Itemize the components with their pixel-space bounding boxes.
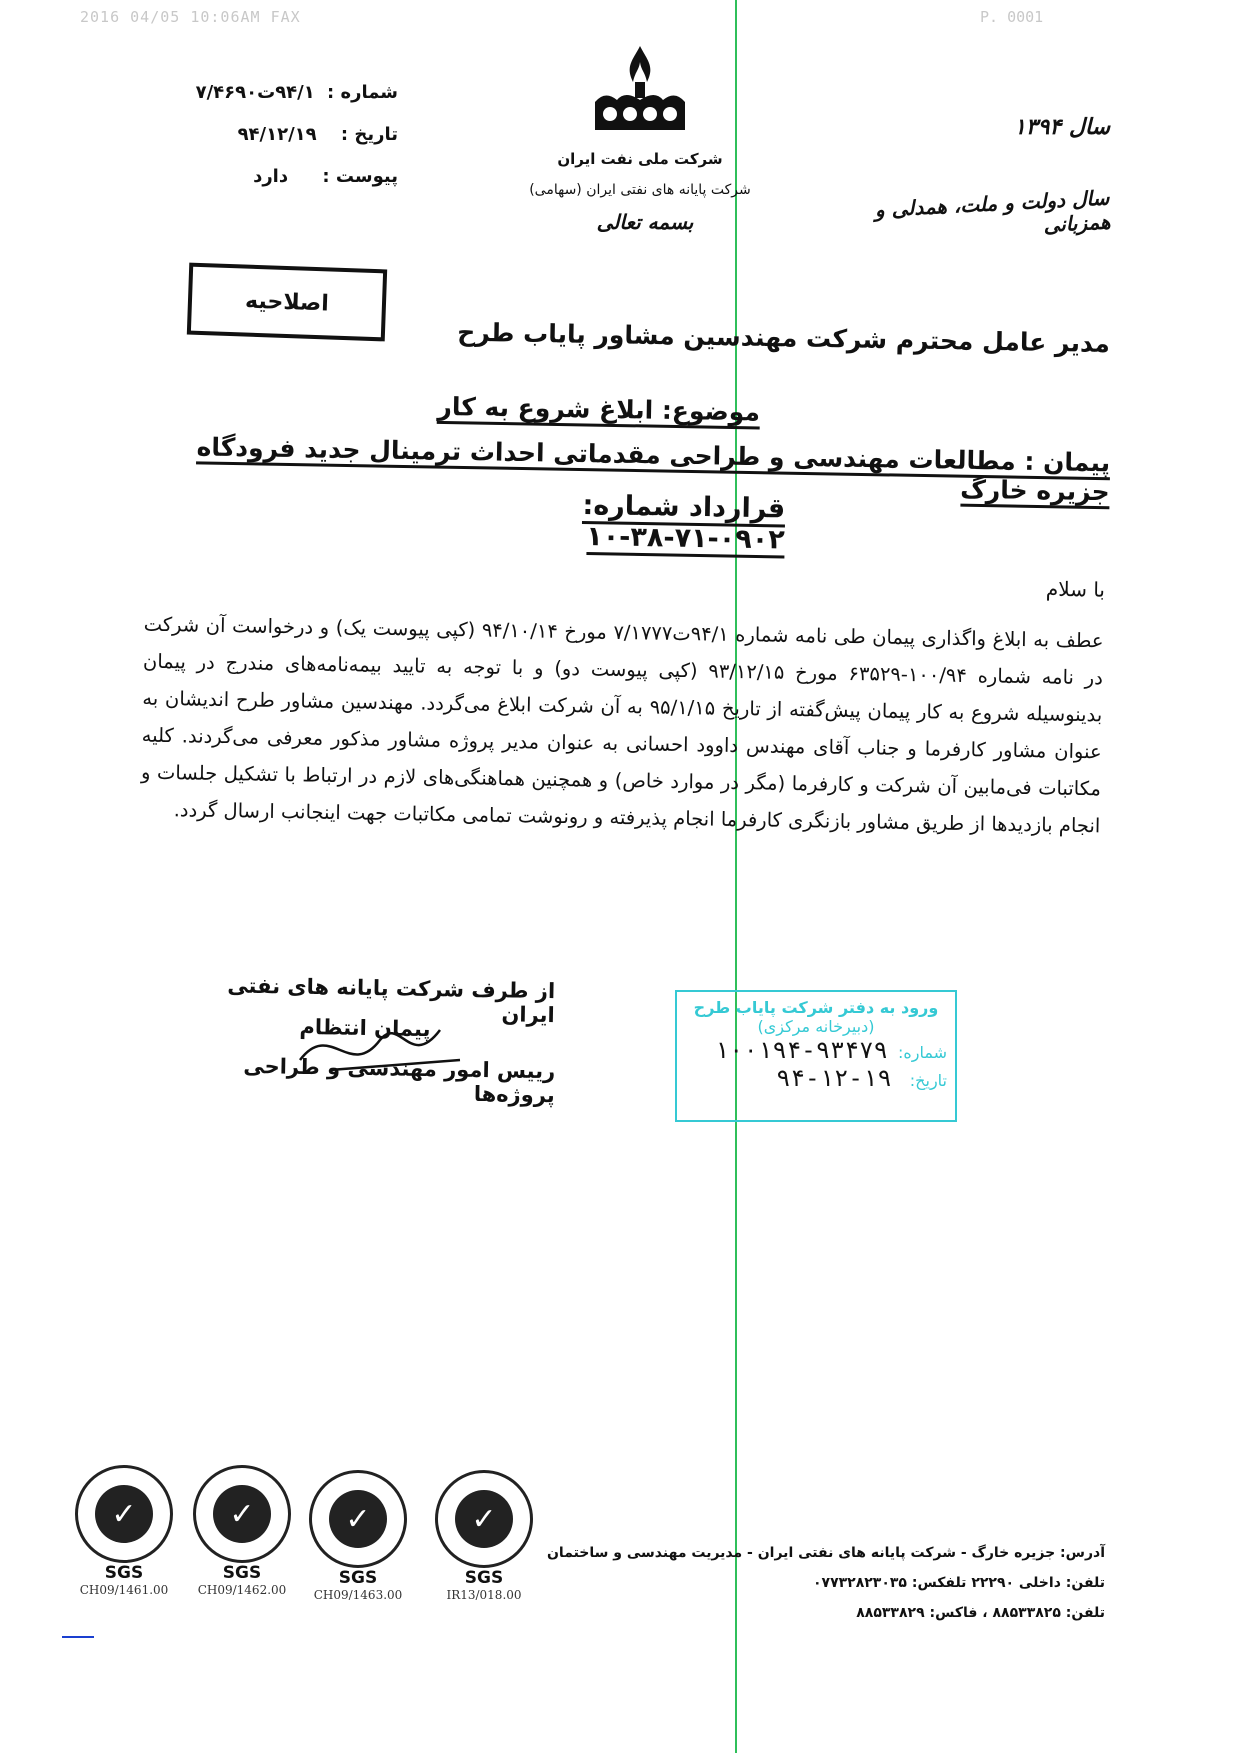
letter-number-value: ۹۴/۱ت۷/۴۶۹۰ [195, 82, 315, 103]
letter-number-label: شماره : [327, 82, 398, 103]
certificate-2 [190, 1465, 294, 1597]
certificate-3 [306, 1470, 410, 1602]
company-name-primary: شرکت ملی نفت ایران [557, 150, 723, 168]
contract-number-line [384, 487, 785, 556]
letter-attachment-row [228, 166, 398, 187]
company-name-secondary: شرکت پایانه های نفتی ایران (سهامی) [529, 182, 751, 198]
subject-line [360, 391, 760, 427]
letter-date-row [198, 124, 398, 145]
scan-line [735, 0, 737, 1753]
stamp-title: ورود به دفتر شرکت پایاب طرح [693, 998, 939, 1017]
bismillah-text: بسمه تعالی [596, 210, 694, 234]
certificate-4 [432, 1470, 536, 1602]
certificate-seal-icon: ✓ [193, 1465, 291, 1563]
greeting: با سلام [1045, 576, 1106, 602]
subject-text: موضوع: ابلاغ شروع به کار [437, 392, 760, 430]
letter-attachment-value: دارد [253, 166, 289, 187]
certificate-code: CH09/1462.00 [197, 1583, 287, 1597]
stamp-number-value: ۱۰۰۱۹۴-۹۳۴۷۹ [714, 1036, 888, 1064]
stamp-date-row [677, 1064, 955, 1092]
letter-attachment-label: پیوست : [322, 166, 398, 187]
stamp-number-label: شماره: [897, 1043, 947, 1062]
stamp-subtitle: (دبیرخانه مرکزی) [757, 1017, 875, 1036]
contract-number-text: قرارداد شماره: ۰۹۰۲-۷۱-۳۸-۱۰ [582, 490, 785, 559]
fax-page-number: P. 0001 [980, 8, 1044, 26]
footer-address-line-1: آدرس: جزیره خارگ - شرکت پایانه های نفتی ایران - مدیریت مهندسی و ساختمان [546, 1545, 1105, 1561]
certificate-mark: SGS [104, 1563, 144, 1583]
contract-title-text: پیمان : مطالعات مهندسی و طراحی مقدماتی احداث ترمینال جدید فرودگاه جزیره خارگ [196, 432, 1110, 509]
handwritten-signature-icon [290, 1000, 470, 1090]
footer-address-line-3: تلفن: ۸۸۵۳۳۸۲۵ ، فاکس: ۸۸۵۳۳۸۲۹ [856, 1605, 1105, 1621]
certificate-mark: SGS [222, 1563, 262, 1583]
body-paragraph: عطف به ابلاغ واگذاری پیمان طی نامه شماره ۹۴/۱ت۷/۱۷۷۷ مورخ ۹۴/۱۰/۱۴ (کپی پیوست یک) و درخواست آن شرکت در نامه شماره ۱۰۰/۹۴-۶۳۵۲۹ مورخ ۹۳/۱۲/۱۵ (کپی پیوست دو) و با توجه به تایید بیمه‌نامه‌های مندرج در پیمان بدینوسیله شروع به کار پیمان پیش‌گفته از تاریخ ۹۵/۱/۱۵ به آن شرکت ابلاغ می‌گردد. مهندسین مشاور طرح اندیشان به عنوان مشاور کارفرما و جناب آقای مهندس داوود احسانی به عنوان مدیر پروژه مشاور مذکور معرفی می‌گردند. کلیه مکاتبات فی‌مابین آن شرکت و کارفرما (مگر در موارد خاص) و همچنین هماهنگی‌های لازم در ارتباط با تشکیل جلسات و انجام بازدیدها از طریق مشاور بازنگری کارفرما انجام پذیرفته و رونوشت تمامی مکاتبات جهت اینجانب ارسال گردد. [140, 612, 1104, 838]
correction-box: اصلاحیه [187, 263, 387, 342]
signature-line-3: رییس امور مهندسی و طراحی پروژه‌ها [243, 1053, 556, 1108]
receipt-stamp [675, 990, 957, 1122]
certificate-seal-icon: ✓ [435, 1470, 533, 1568]
certificate-mark: SGS [338, 1568, 378, 1588]
margin-mark [62, 1636, 94, 1638]
certificate-code: CH09/1461.00 [79, 1583, 169, 1597]
certificate-1 [72, 1465, 176, 1597]
letter-date-value: ۹۴/۱۲/۱۹ [237, 124, 317, 145]
fax-header: 2016 04/05 10:06AM FAX [80, 8, 301, 26]
nioc-logo-icon [585, 42, 695, 142]
addressee-line: مدیر عامل محترم شرکت مهندسین مشاور پایاب طرح [457, 317, 1111, 358]
certificate-code: IR13/018.00 [446, 1588, 522, 1602]
letter-date-label: تاریخ : [340, 124, 398, 145]
certificate-code: CH09/1463.00 [313, 1588, 403, 1602]
letter-number-row [178, 82, 398, 103]
year-label: سال ۱۳۹۴ [1013, 114, 1110, 140]
certificate-mark: SGS [464, 1568, 504, 1588]
certificate-seal-icon: ✓ [75, 1465, 173, 1563]
footer-address-line-2: تلفن: داخلی ۲۲۲۹۰ تلفکس: ۰۷۷۳۲۸۲۳۰۳۵ [812, 1575, 1105, 1591]
year-motto: سال دولت و ملت، همدلی و همزبانی [874, 185, 1112, 237]
signature-line-1: از طرف شرکت پایانه های نفتی ایران [227, 973, 556, 1028]
stamp-date-value: ۹۴-۱۲-۱۹ [776, 1064, 892, 1092]
stamp-date-label: تاریخ: [909, 1071, 947, 1090]
letter-body [140, 606, 1104, 845]
certificate-seal-icon: ✓ [309, 1470, 407, 1568]
signature-line-2: پیمان انتظام [299, 1014, 431, 1042]
stamp-number-row [677, 1036, 955, 1064]
